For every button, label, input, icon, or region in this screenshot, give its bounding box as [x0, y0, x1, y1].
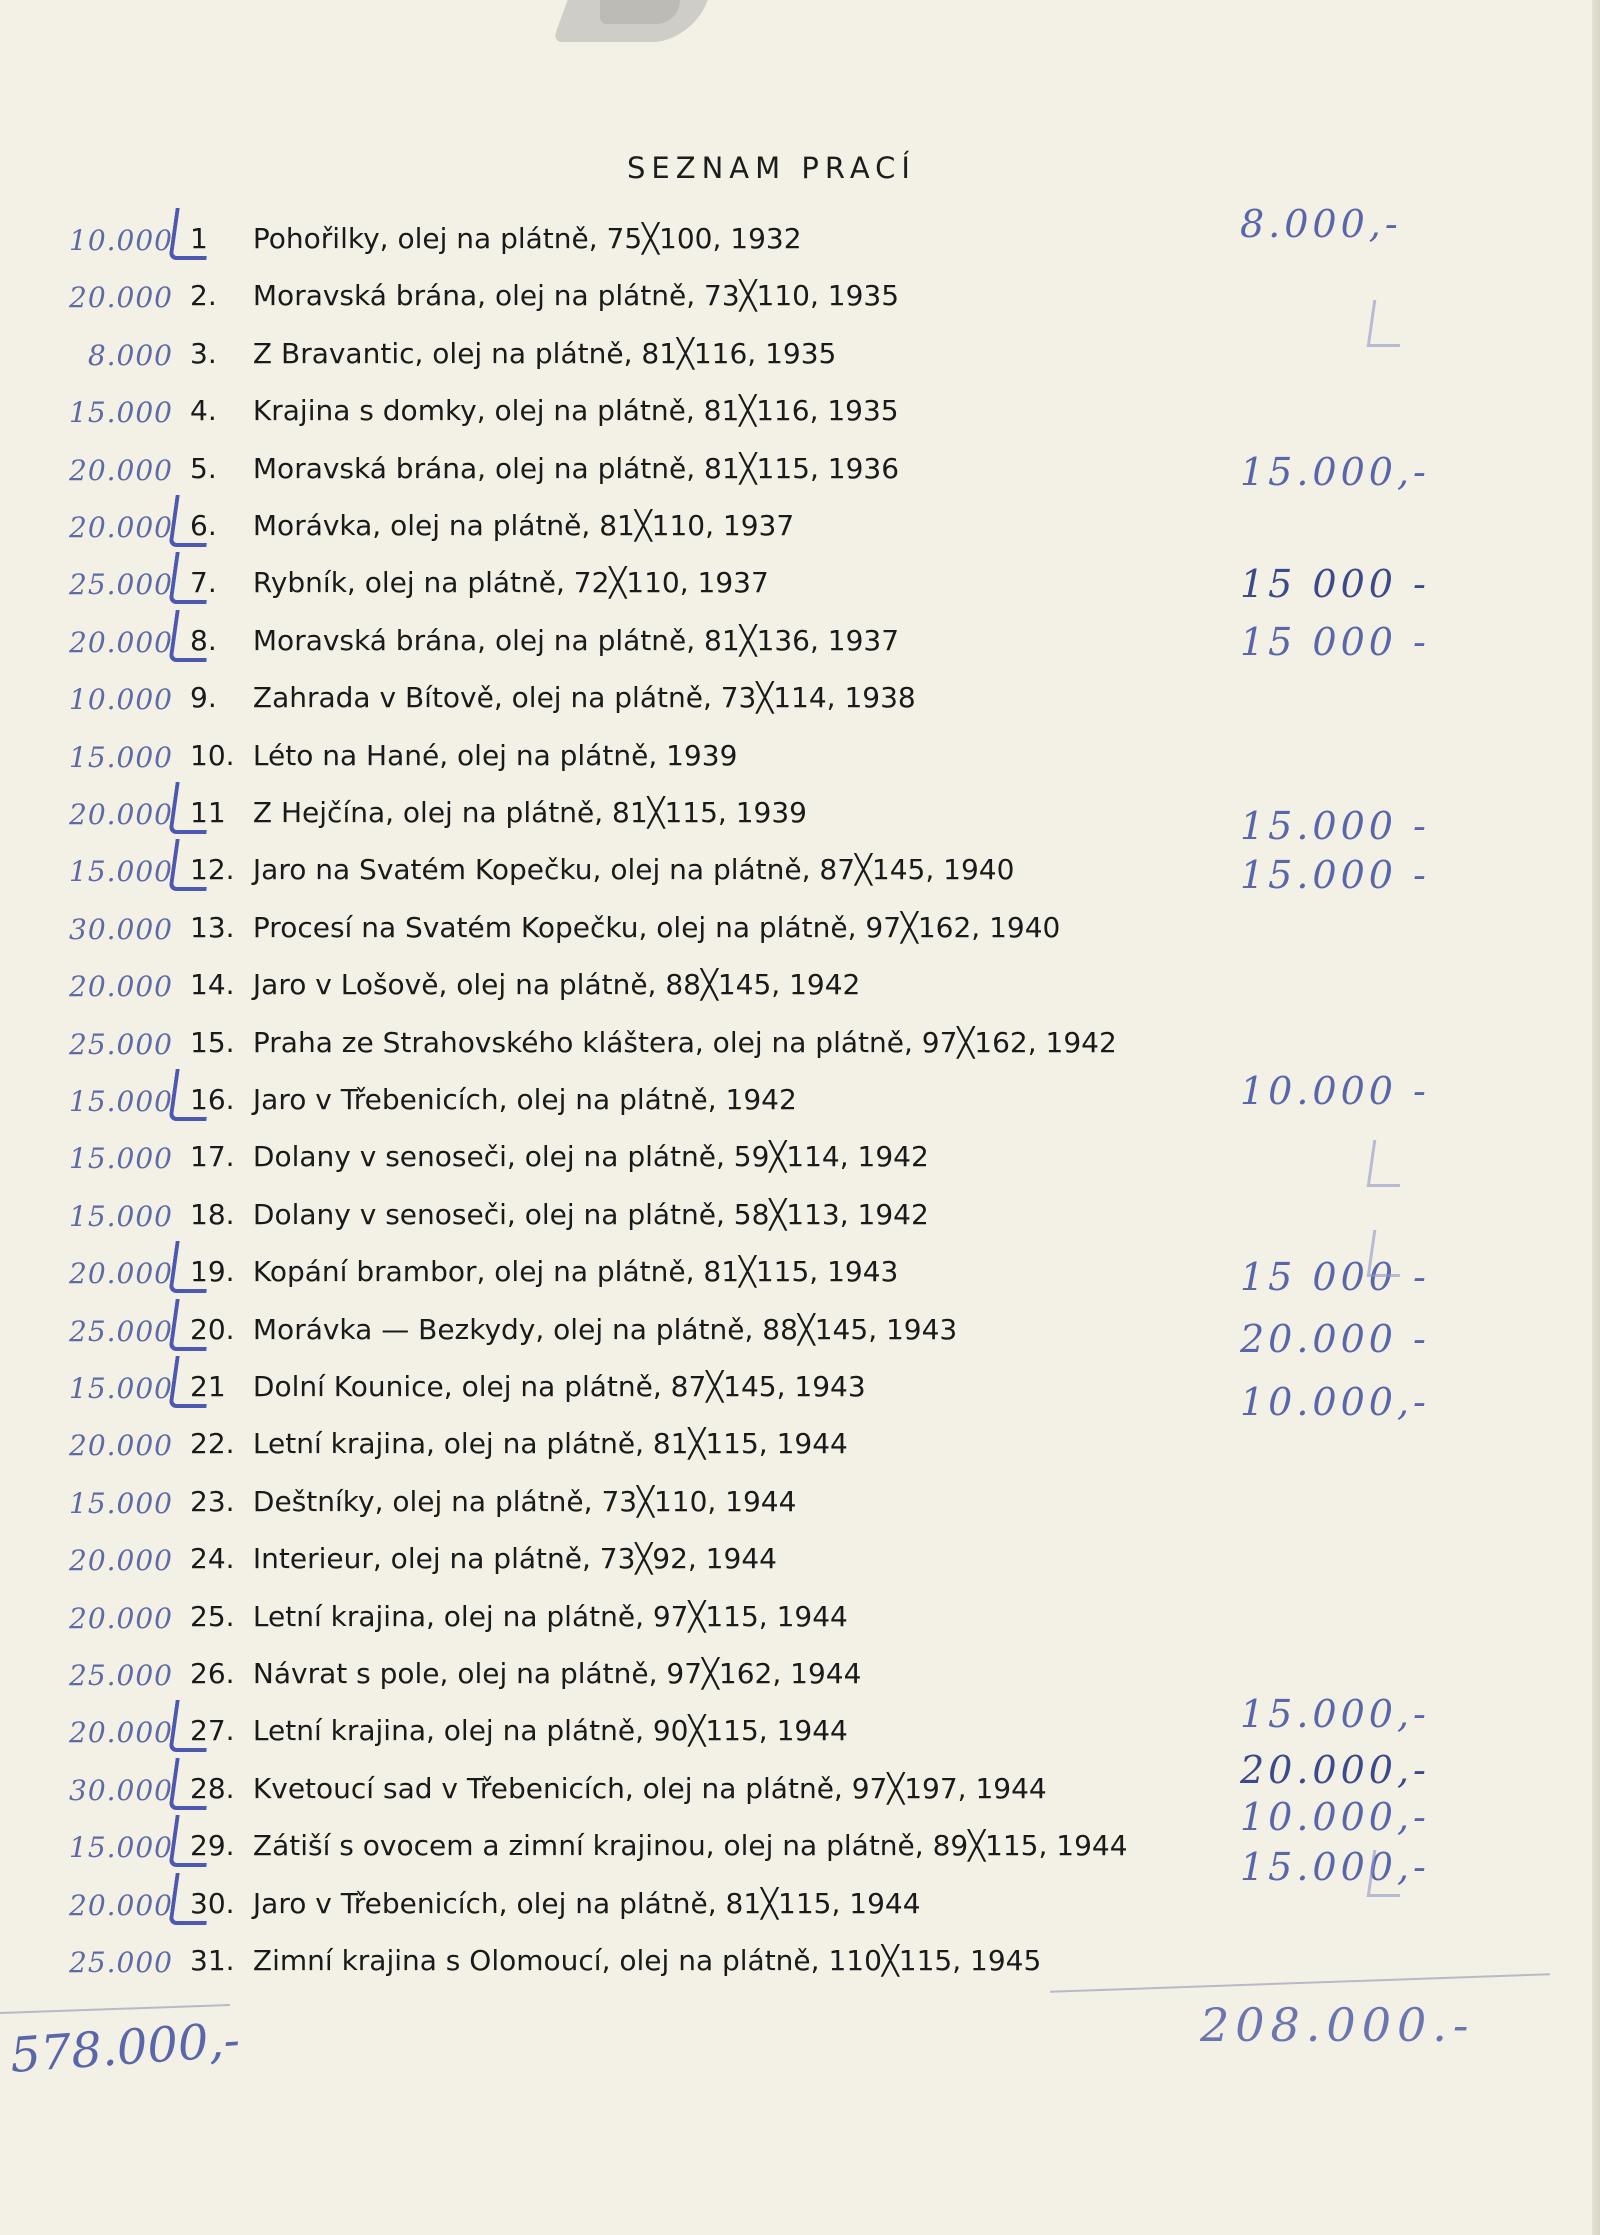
left-price: 20.000 [69, 281, 173, 314]
item-number: 1 [190, 222, 208, 255]
list-item [190, 1083, 797, 1116]
left-price: 20.000 [69, 626, 173, 659]
list-item [190, 1198, 929, 1231]
item-number: 29. [190, 1829, 235, 1862]
list-item [190, 1542, 777, 1575]
right-price: 8.000,- [1240, 202, 1402, 246]
item-number: 7. [190, 566, 217, 599]
right-price: 10.000,- [1240, 1795, 1430, 1839]
check-mark [168, 1069, 213, 1121]
item-number: 23. [190, 1485, 235, 1518]
list-item [190, 279, 899, 312]
left-price: 20.000 [69, 1889, 173, 1922]
left-price: 8.000 [87, 339, 173, 372]
list-item [190, 796, 807, 829]
item-text: Letní krajina, olej na plátně, 90╳115, 1944 [244, 1714, 848, 1747]
list-item [190, 1370, 866, 1403]
item-text: Jaro v Lošově, olej na plátně, 88╳145, 1942 [244, 968, 861, 1001]
left-price: 15.000 [69, 1142, 173, 1175]
item-number: 5. [190, 452, 217, 485]
list-item [190, 1140, 929, 1173]
right-price: 20.000 - [1240, 1317, 1430, 1361]
list-item [190, 1313, 957, 1346]
item-text: Moravská brána, olej na plátně, 81╳136, 1937 [244, 624, 900, 657]
item-text: Morávka — Bezkydy, olej na plátně, 88╳145, 1943 [244, 1313, 958, 1346]
item-number: 27. [190, 1714, 235, 1747]
item-number: 28. [190, 1772, 235, 1805]
item-text: Zahrada v Bítově, olej na plátně, 73╳114, 1938 [244, 681, 916, 714]
item-number: 24. [190, 1542, 235, 1575]
right-price: 15.000 - [1240, 853, 1430, 897]
item-number: 26. [190, 1657, 235, 1690]
item-number: 16. [190, 1083, 235, 1116]
check-mark [168, 1299, 213, 1351]
right-price: 15.000,- [1240, 1692, 1430, 1736]
left-price: 15.000 [69, 1372, 173, 1405]
item-text: Dolany v senoseči, olej na plátně, 59╳114, 1942 [244, 1140, 929, 1173]
item-text: Letní krajina, olej na plátně, 97╳115, 1944 [244, 1600, 848, 1633]
right-sum-line [1050, 1973, 1550, 1992]
left-price: 25.000 [69, 1315, 173, 1348]
left-price: 15.000 [69, 1200, 173, 1233]
item-number: 30. [190, 1887, 235, 1920]
left-price: 15.000 [69, 1085, 173, 1118]
total-left: 578.000,- [8, 2012, 242, 2084]
left-price: 15.000 [69, 741, 173, 774]
list-item [190, 853, 1014, 886]
item-number: 9. [190, 681, 217, 714]
page-edge [1592, 0, 1600, 2235]
item-number: 22. [190, 1427, 235, 1460]
item-text: Dolní Kounice, olej na plátně, 87╳145, 1943 [244, 1370, 866, 1403]
check-mark [168, 495, 213, 547]
left-price: 20.000 [69, 511, 173, 544]
item-number: 8. [190, 624, 217, 657]
list-item [190, 739, 737, 772]
faint-check-mark [1367, 1850, 1407, 1897]
item-number: 18. [190, 1198, 235, 1231]
left-price: 25.000 [69, 1659, 173, 1692]
item-text: Kvetoucí sad v Třebenicích, olej na plátně, 97╳197, 1944 [244, 1772, 1047, 1805]
list-item [190, 1829, 1128, 1862]
list-item [190, 1657, 861, 1690]
item-text: Zátiší s ovocem a zimní krajinou, olej na plátně, 89╳115, 1944 [244, 1829, 1128, 1862]
item-text: Návrat s pole, olej na plátně, 97╳162, 1944 [244, 1657, 862, 1690]
left-price: 15.000 [69, 396, 173, 429]
right-price: 15.000 - [1240, 804, 1430, 848]
left-price: 20.000 [69, 1602, 173, 1635]
item-text: Z Hejčína, olej na plátně, 81╳115, 1939 [244, 796, 807, 829]
left-price: 30.000 [69, 913, 173, 946]
item-text: Moravská brána, olej na plátně, 73╳110, 1935 [244, 279, 900, 312]
item-text: Pohořilky, olej na plátně, 75╳100, 1932 [244, 222, 802, 255]
item-number: 19. [190, 1255, 235, 1288]
item-text: Léto na Hané, olej na plátně, 1939 [244, 739, 738, 772]
list-item [190, 337, 836, 370]
item-text: Praha ze Strahovského kláštera, olej na plátně, 97╳162, 1942 [244, 1026, 1117, 1059]
left-price: 15.000 [69, 855, 173, 888]
left-price: 20.000 [69, 1544, 173, 1577]
left-price: 20.000 [69, 970, 173, 1003]
check-mark [168, 782, 213, 834]
list-item [190, 566, 769, 599]
item-number: 12. [190, 853, 235, 886]
right-price: 15.000,- [1240, 450, 1430, 494]
list-item [190, 509, 794, 542]
check-mark [168, 1873, 213, 1925]
list-item [190, 222, 802, 255]
item-number: 11 [190, 796, 226, 829]
item-text: Dolany v senoseči, olej na plátně, 58╳113, 1942 [244, 1198, 929, 1231]
right-price: 15 000 - [1240, 620, 1430, 664]
left-price: 20.000 [69, 454, 173, 487]
item-text: Kopání brambor, olej na plátně, 81╳115, 1943 [244, 1255, 899, 1288]
list-item [190, 911, 1060, 944]
item-text: Rybník, olej na plátně, 72╳110, 1937 [244, 566, 769, 599]
list-item [190, 968, 860, 1001]
list-item [190, 1600, 848, 1633]
left-sum-line [0, 2004, 230, 2014]
check-mark [168, 610, 213, 662]
faint-check-mark [1367, 1140, 1407, 1187]
item-text: Jaro v Třebenicích, olej na plátně, 1942 [244, 1083, 797, 1116]
left-price: 15.000 [69, 1831, 173, 1864]
item-number: 6. [190, 509, 217, 542]
list-item [190, 1485, 796, 1518]
check-mark [168, 1815, 213, 1867]
item-number: 14. [190, 968, 235, 1001]
item-text: Jaro v Třebenicích, olej na plátně, 81╳115, 1944 [244, 1887, 921, 1920]
faint-check-mark [1367, 1230, 1407, 1277]
item-number: 2. [190, 279, 217, 312]
item-number: 17. [190, 1140, 235, 1173]
right-price: 10.000,- [1240, 1380, 1430, 1424]
left-price: 25.000 [69, 1028, 173, 1061]
left-price: 20.000 [69, 798, 173, 831]
item-text: Z Bravantic, olej na plátně, 81╳116, 1935 [244, 337, 837, 370]
item-number: 4. [190, 394, 217, 427]
item-number: 10. [190, 739, 235, 772]
list-item [190, 1427, 848, 1460]
check-mark [168, 1356, 213, 1408]
list-item [190, 394, 899, 427]
list-item [190, 624, 899, 657]
left-price: 25.000 [69, 568, 173, 601]
item-number: 25. [190, 1600, 235, 1633]
list-item [190, 681, 916, 714]
list-item [190, 1255, 898, 1288]
check-mark [168, 1758, 213, 1810]
left-price: 20.000 [69, 1716, 173, 1749]
check-mark [168, 1241, 213, 1293]
right-price: 10.000 - [1240, 1069, 1430, 1113]
list-item [190, 452, 899, 485]
list-item [190, 1714, 848, 1747]
item-text: Morávka, olej na plátně, 81╳110, 1937 [244, 509, 795, 542]
check-mark [168, 552, 213, 604]
right-price: 15.000,- [1240, 1845, 1430, 1889]
left-price: 20.000 [69, 1257, 173, 1290]
item-number: 3. [190, 337, 217, 370]
right-price: 15 000 - [1240, 1255, 1430, 1299]
faint-check-mark [1367, 300, 1407, 347]
left-price: 25.000 [69, 1946, 173, 1979]
total-right: 208.000.- [1200, 1998, 1475, 2052]
item-text: Letní krajina, olej na plátně, 81╳115, 1944 [244, 1427, 848, 1460]
list-item [190, 1944, 1041, 1977]
left-price: 10.000 [69, 224, 173, 257]
left-price: 20.000 [69, 1429, 173, 1462]
item-text: Zimní krajina s Olomoucí, olej na plátně, 110╳115, 1945 [244, 1944, 1042, 1977]
check-mark [168, 839, 213, 891]
check-mark [168, 1700, 213, 1752]
item-number: 20. [190, 1313, 235, 1346]
item-text: Krajina s domky, olej na plátně, 81╳116, 1935 [244, 394, 899, 427]
item-text: Jaro na Svatém Kopečku, olej na plátně, 87╳145, 1940 [244, 853, 1015, 886]
document-title: SEZNAM PRACÍ [627, 151, 916, 185]
paper-tear-shadow [600, 0, 680, 24]
left-price: 30.000 [69, 1774, 173, 1807]
item-text: Procesí na Svatém Kopečku, olej na plátně, 97╳162, 1940 [244, 911, 1061, 944]
left-price: 15.000 [69, 1487, 173, 1520]
item-number: 31. [190, 1944, 235, 1977]
right-price: 20.000,- [1240, 1748, 1430, 1792]
right-price: 15 000 - [1240, 562, 1430, 606]
check-mark [168, 208, 213, 260]
item-number: 13. [190, 911, 235, 944]
list-item [190, 1772, 1047, 1805]
list-item [190, 1887, 921, 1920]
item-text: Deštníky, olej na plátně, 73╳110, 1944 [244, 1485, 797, 1518]
item-number: 15. [190, 1026, 235, 1059]
left-price: 10.000 [69, 683, 173, 716]
item-number: 21 [190, 1370, 226, 1403]
list-item [190, 1026, 1117, 1059]
item-text: Moravská brána, olej na plátně, 81╳115, 1936 [244, 452, 900, 485]
item-text: Interieur, olej na plátně, 73╳92, 1944 [244, 1542, 777, 1575]
